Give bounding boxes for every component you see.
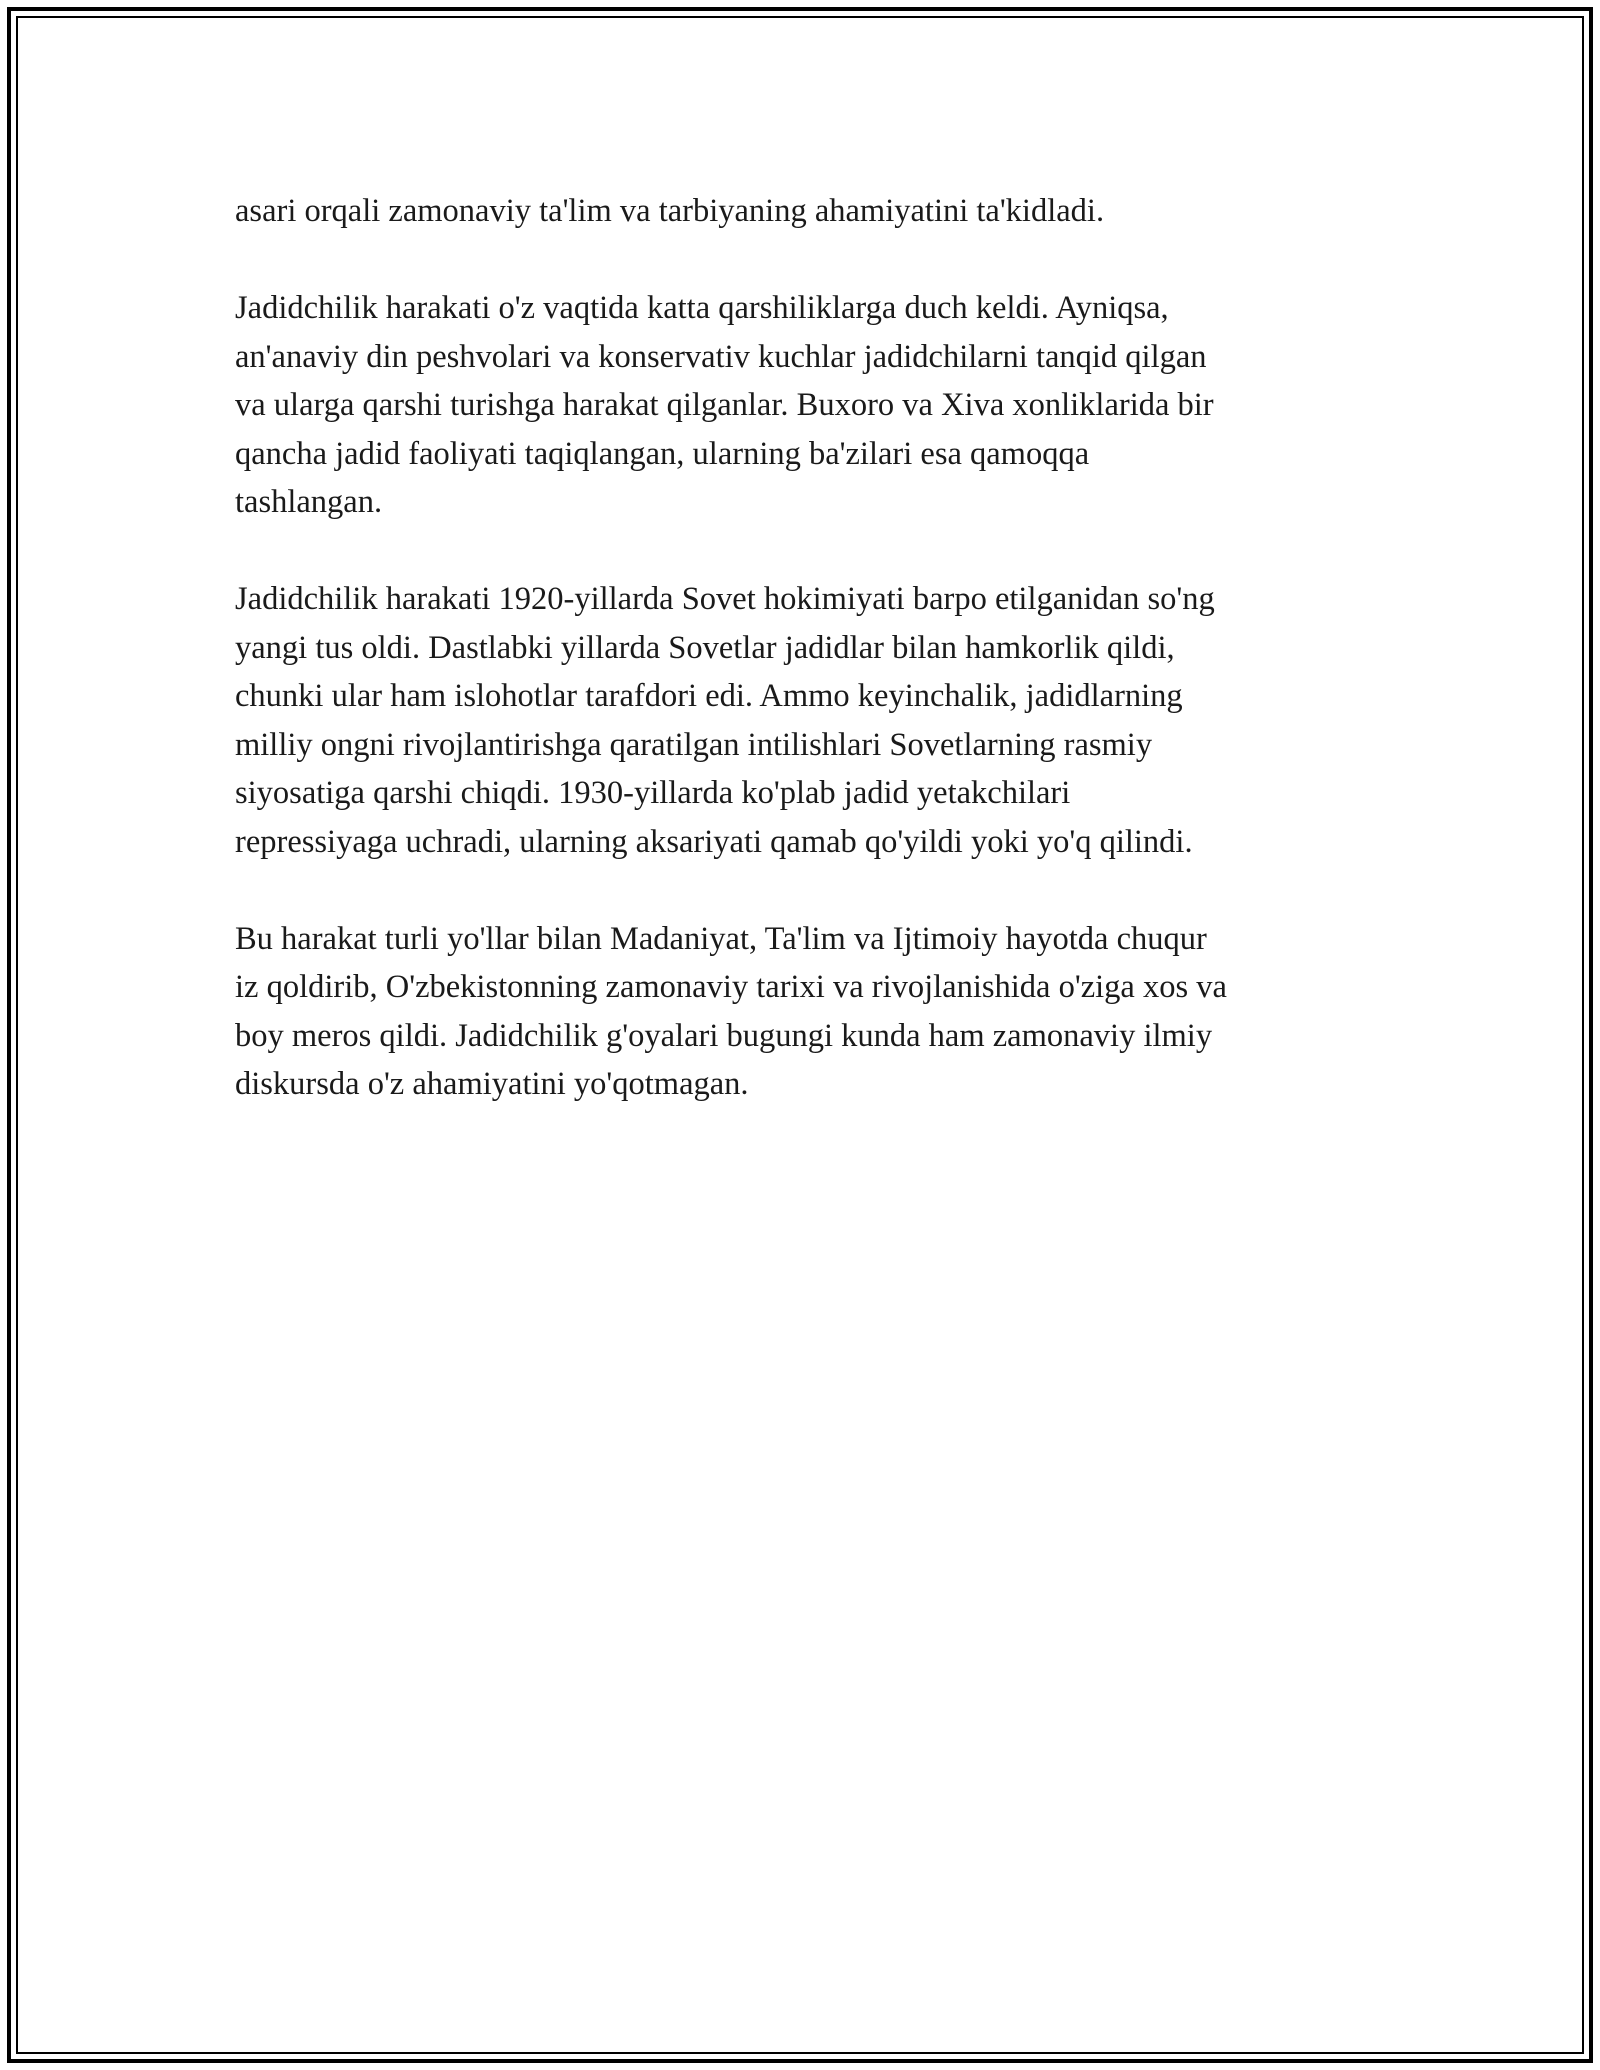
document-body xyxy=(235,187,1365,1157)
paragraph-2: Jadidchilik harakati o'z vaqtida katta qarshiliklarga duch keldi. Ayniqsa, an'anaviy din peshvolari va konservativ kuchlar jadidchilarni tanqid qilgan va ularga qarshi turishga harakat qilganlar. Buxoro va Xiva xonliklarida bir qancha jadid faoliyati taqiqlangan, ularning ba'zilari esa qamoqqa tashlangan. xyxy=(235,290,1214,520)
paragraph-4: Bu harakat turli yo'llar bilan Madaniyat, Ta'lim va Ijtimoiy hayotda chuqur iz qoldirib, O'zbekistonning zamonaviy tarixi va rivojlanishida o'ziga xos va boy meros qildi. Jadidchilik g'oyalari bugungi kunda ham zamonaviy ilmiy diskursda o'z ahamiyatini yo'qotmagan. xyxy=(235,920,1227,1102)
paragraph-3: Jadidchilik harakati 1920-yillarda Sovet hokimiyati barpo etilganidan so'ng yangi tus oldi. Dastlabki yillarda Sovetlar jadidlar bilan hamkorlik qildi, chunki ular ham islohotlar tarafdori edi. Ammo keyinchalik, jadidlarning milliy ongni rivojlantirishga qaratilgan intilishlari Sovetlarning rasmiy siyosatiga qarshi chiqdi. 1930-yillarda ko'plab jadid yetakchilari repressiyaga uchradi, ularning aksariyati qamab qo'yildi yoki yo'q qilindi. xyxy=(235,581,1215,860)
paragraph-1: asari orqali zamonaviy ta'lim va tarbiyaning ahamiyatini ta'kidladi. xyxy=(235,193,1105,229)
